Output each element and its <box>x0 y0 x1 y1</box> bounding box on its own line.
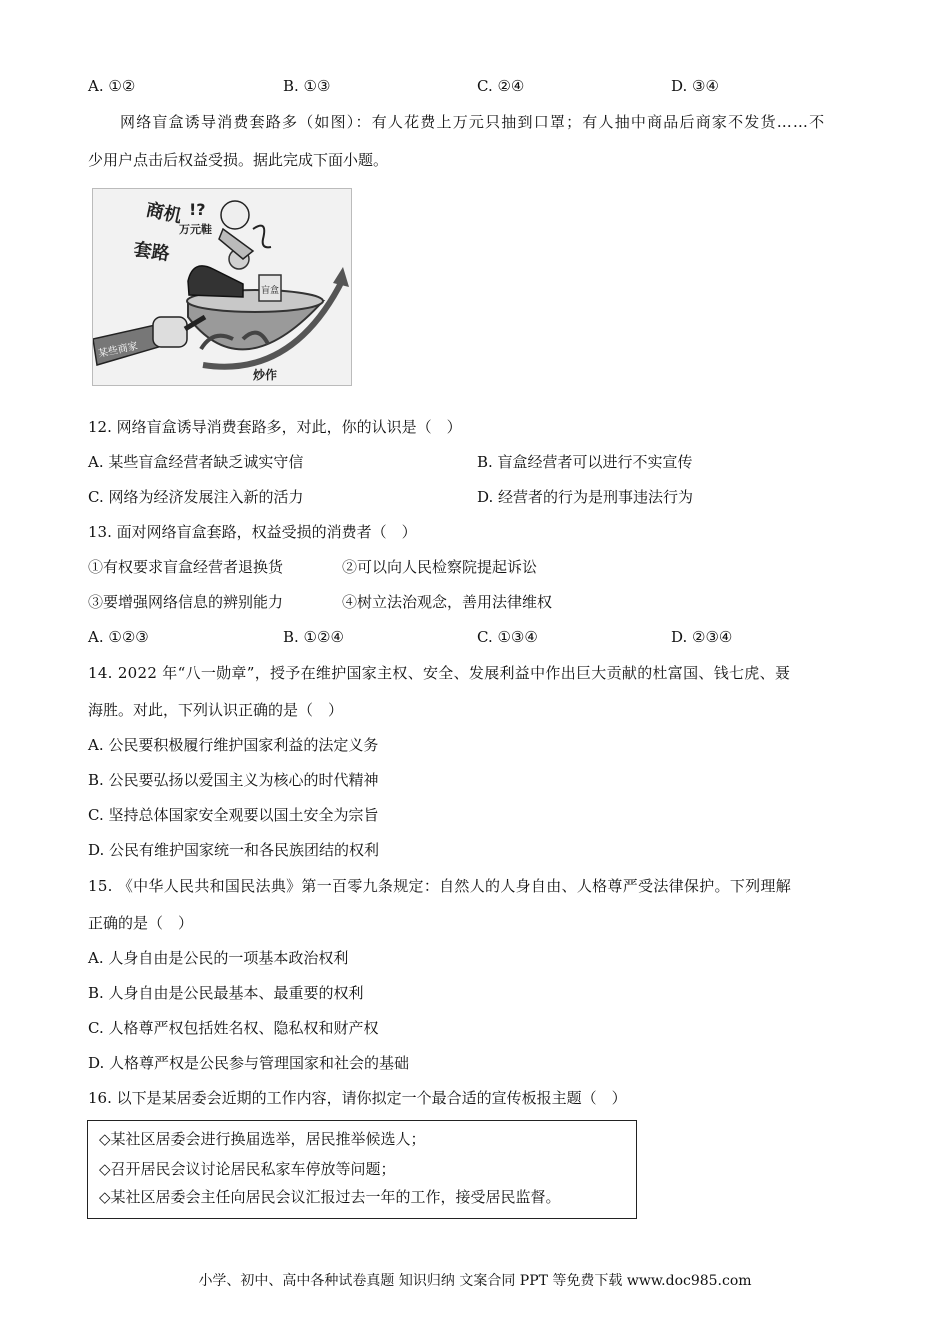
q13-option-c: C. ①③④ <box>477 628 538 646</box>
q11-option-c: C. ②④ <box>477 77 525 95</box>
blind-box-cartoon <box>92 188 352 386</box>
q11-option-b: B. ①③ <box>283 77 331 95</box>
q12-stem: 12. 网络盲盒诱导消费套路多，对此，你的认识是（ ） <box>88 418 462 436</box>
q13-stem: 13. 面对网络盲盒套路，权益受损的消费者（ ） <box>88 523 417 541</box>
q14-stem-line-2: 海胜。对此，下列认识正确的是（ ） <box>88 701 344 719</box>
cartoon-label-manghe: 盲盒 <box>261 286 280 296</box>
q11-option-d: D. ③④ <box>671 77 719 95</box>
q15-stem-line-2: 正确的是（ ） <box>88 914 194 932</box>
q15-option-a: A. 人身自由是公民的一项基本政治权利 <box>88 949 349 967</box>
q12-option-a: A. 某些盲盒经营者缺乏诚实守信 <box>88 453 304 471</box>
q14-option-d: D. 公民有维护国家统一和各民族团结的权利 <box>88 841 380 859</box>
q12-option-b: B. 盲盒经营者可以进行不实宣传 <box>477 453 693 471</box>
q15-option-d: D. 人格尊严权是公民参与管理国家和社会的基础 <box>88 1054 410 1072</box>
cartoon-label-chaozuo: 炒作 <box>253 368 278 382</box>
page-footer: 小学、初中、高中各种试卷真题 知识归纳 文案合同 PPT 等免费下载 www.doc985.com <box>198 1273 752 1289</box>
q13-statement-3: ③要增强网络信息的辨别能力 <box>88 593 284 611</box>
cartoon-label-shangji: 商机 <box>143 199 184 228</box>
q14-option-b: B. 公民要弘扬以爱国主义为核心的时代精神 <box>88 771 379 789</box>
q15-stem-line-1: 15. 《中华人民共和国民法典》第一百零九条规定：自然人的人身自由、人格尊严受法律保护。下列理解 <box>88 877 792 895</box>
q13-option-b: B. ①②④ <box>283 628 344 646</box>
cartoon-label-mark: !? <box>189 200 206 219</box>
q13-statement-2: ②可以向人民检察院提起诉讼 <box>342 558 538 576</box>
q15-option-c: C. 人格尊严权包括姓名权、隐私权和财产权 <box>88 1019 379 1037</box>
q11-option-a: A. ①② <box>88 77 136 95</box>
q16-box-item-2: ◇召开居民会议讨论居民私家车停放等问题； <box>99 1160 396 1178</box>
intro-line-1: 网络盲盒诱导消费套路多（如图）：有人花费上万元只抽到口罩；有人抽中商品后商家不发货……不 <box>120 113 826 131</box>
cartoon-label-taolu: 套路 <box>132 239 171 265</box>
q16-stem: 16. 以下是某居委会近期的工作内容，请你拟定一个最合适的宣传板报主题（ ） <box>88 1089 627 1107</box>
q12-option-d: D. 经营者的行为是刑事违法行为 <box>477 488 694 506</box>
intro-line-2: 少用户点击后权益受损。据此完成下面小题。 <box>88 151 389 169</box>
q16-content-box <box>87 1120 637 1219</box>
q16-box-item-1: ◇某社区居委会进行换届选举，居民推举候选人； <box>99 1130 426 1148</box>
q13-option-d: D. ②③④ <box>671 628 733 646</box>
q14-option-a: A. 公民要积极履行维护国家利益的法定义务 <box>88 736 379 754</box>
q13-option-a: A. ①②③ <box>88 628 149 646</box>
q13-statement-4: ④树立法治观念，善用法律维权 <box>342 593 553 611</box>
q16-box-item-3: ◇某社区居委会主任向居民会议汇报过去一年的工作，接受居民监督。 <box>99 1188 561 1206</box>
q13-statement-1: ①有权要求盲盒经营者退换货 <box>88 558 284 576</box>
q15-option-b: B. 人身自由是公民最基本、最重要的权利 <box>88 984 364 1002</box>
q12-option-c: C. 网络为经济发展注入新的活力 <box>88 488 304 506</box>
cartoon-label-wanyuanxie: 万元鞋 <box>179 223 212 236</box>
cartoon-label-shangjia: 某些商家 <box>97 340 139 360</box>
q14-stem-line-1: 14. 2022 年“八一勋章”，授予在维护国家主权、安全、发展利益中作出巨大贡献的杜富国、钱七虎、聂 <box>88 664 791 682</box>
q14-option-c: C. 坚持总体国家安全观要以国土安全为宗旨 <box>88 806 379 824</box>
